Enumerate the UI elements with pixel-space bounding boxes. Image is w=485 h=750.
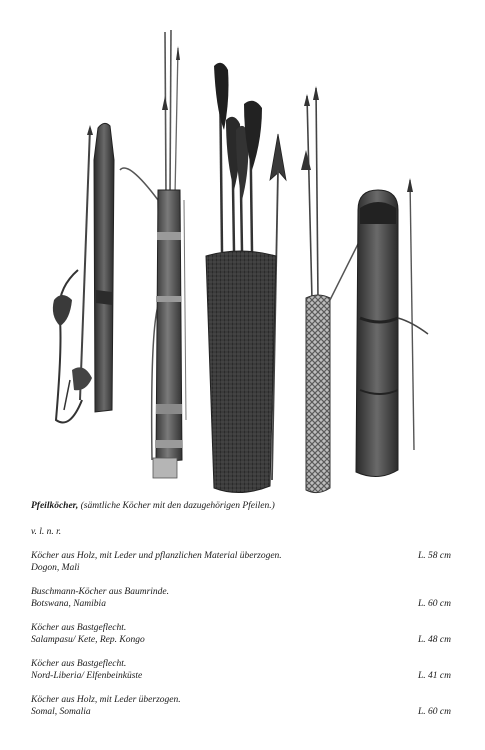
entry-5-length: L. 60 cm xyxy=(418,707,451,717)
entry-4-length: L. 41 cm xyxy=(418,671,451,681)
entry-2-length: L. 60 cm xyxy=(418,599,451,609)
quiver-somali xyxy=(356,178,428,477)
caption-subtitle: (sämtliche Köcher mit den dazugehörigen Pfeilen.) xyxy=(80,501,275,511)
entry-1-length: L. 58 cm xyxy=(418,551,451,561)
caption xyxy=(31,500,451,730)
entry-3-origin: Salampasu/ Kete, Rep. Kongo xyxy=(31,635,145,645)
entry-3 xyxy=(31,622,451,646)
entry-4-description: Köcher aus Bastgeflecht. xyxy=(31,659,127,669)
entry-5 xyxy=(31,694,451,718)
caption-title-bold: Pfeilköcher, xyxy=(31,501,79,511)
entry-1 xyxy=(31,550,451,574)
caption-orientation: v. l. n. r. xyxy=(31,527,62,537)
quiver-salampasu xyxy=(206,63,286,493)
entry-5-description: Köcher aus Holz, mit Leder überzogen. xyxy=(31,695,181,705)
entry-1-origin: Dogon, Mali xyxy=(31,563,80,573)
entry-2-description: Buschmann-Köcher aus Baumrinde. xyxy=(31,587,169,597)
entry-5-origin: Somal, Somalia xyxy=(31,707,91,717)
caption-title xyxy=(31,500,451,512)
entry-4-origin: Nord-Liberia/ Elfenbeinküste xyxy=(31,671,143,681)
quiver-dogon xyxy=(53,123,114,422)
entry-3-length: L. 48 cm xyxy=(418,635,451,645)
quiver-liberia xyxy=(301,86,360,493)
entry-2-origin: Botswana, Namibia xyxy=(31,599,106,609)
entry-3-description: Köcher aus Bastgeflecht. xyxy=(31,623,127,633)
quiver-bushman xyxy=(120,30,186,478)
entry-4 xyxy=(31,658,451,682)
entry-1-description: Köcher aus Holz, mit Leder und pflanzlichen Material überzogen. xyxy=(31,551,282,561)
entry-2 xyxy=(31,586,451,610)
